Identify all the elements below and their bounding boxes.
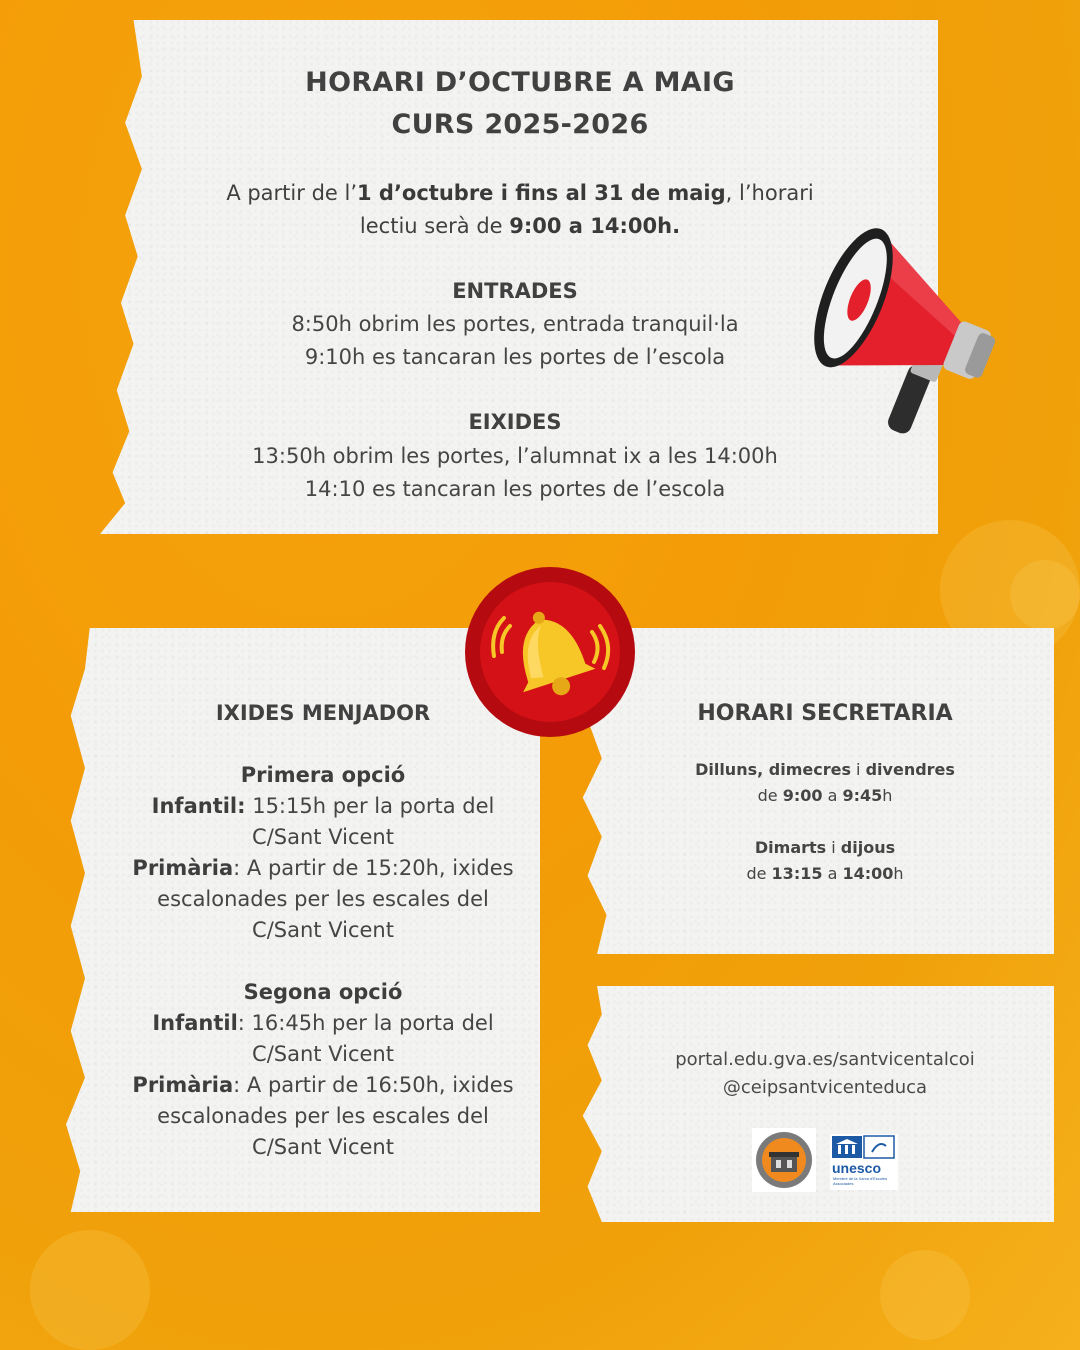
sep: de xyxy=(746,864,772,883)
option-title: Primera opció xyxy=(240,763,406,787)
option-text: C/Sant Vicent xyxy=(252,1042,394,1066)
time-to: 14:00 xyxy=(842,864,894,883)
intro-part: lectiu serà de xyxy=(359,214,510,238)
unesco-caption: Membre de la Xarxa d'Escoles Associades xyxy=(833,1176,888,1186)
bell-icon xyxy=(464,566,636,738)
option-text: : 16:45h per la porta del xyxy=(237,1011,494,1035)
background-bokeh xyxy=(1010,560,1080,630)
eixides-line: 14:10 es tancaran les portes de l’escola xyxy=(304,477,726,501)
menjador-option1 xyxy=(118,760,528,946)
option-text: C/Sant Vicent xyxy=(252,825,394,849)
school-seal-logo xyxy=(752,1128,816,1192)
primaria-label: Primària xyxy=(132,856,234,880)
days: Dilluns, dimecres xyxy=(695,760,851,779)
entrades-heading: ENTRADES xyxy=(452,279,578,303)
background-bokeh xyxy=(30,1230,150,1350)
secretaria-block-2 xyxy=(640,835,1010,887)
intro-text xyxy=(210,177,830,243)
option-text: C/Sant Vicent xyxy=(252,918,394,942)
days: divendres xyxy=(865,760,955,779)
secretaria-heading: HORARI SECRETARIA xyxy=(697,701,953,726)
days: Dimarts xyxy=(754,838,827,857)
intro-part: , l’horari xyxy=(725,181,814,205)
megaphone-icon xyxy=(808,210,1018,438)
page-subtitle: CURS 2025-2026 xyxy=(391,109,649,140)
menjador-option2 xyxy=(118,977,528,1163)
primaria-label: Primària xyxy=(132,1073,234,1097)
time-to: 9:45 xyxy=(842,786,883,805)
option-text: 15:15h per la porta del xyxy=(245,794,495,818)
background-bokeh xyxy=(880,1250,970,1340)
eixides-line: 13:50h obrim les portes, l’alumnat ix a les 14:00h xyxy=(252,444,778,468)
website-link[interactable]: portal.edu.gva.es/santvicentalcoi xyxy=(675,1049,975,1070)
social-handle[interactable]: @ceipsantvicenteduca xyxy=(722,1077,928,1098)
sep: de xyxy=(757,786,783,805)
page-title: HORARI D’OCTUBRE A MAIG xyxy=(305,67,735,98)
entrades-line: 8:50h obrim les portes, entrada tranquil·la xyxy=(291,312,739,336)
sep: i xyxy=(826,838,841,857)
unesco-logo xyxy=(830,1134,898,1190)
option-text: escalonades per les escales del xyxy=(157,887,489,911)
time-from: 9:00 xyxy=(782,786,823,805)
secretaria-block-1 xyxy=(640,757,1010,809)
contact-paper xyxy=(578,986,1054,1222)
time-from: 13:15 xyxy=(771,864,823,883)
infantil-label: Infantil: xyxy=(151,794,246,818)
option-text: : A partir de 16:50h, ixides xyxy=(233,1073,514,1097)
sep: h xyxy=(893,864,904,883)
sep: i xyxy=(850,760,866,779)
sep: a xyxy=(822,786,843,805)
menjador-heading: IXIDES MENJADOR xyxy=(215,701,431,725)
option-text: C/Sant Vicent xyxy=(252,1135,394,1159)
unesco-temple-icon xyxy=(830,1134,898,1160)
eixides-heading: EIXIDES xyxy=(468,410,562,434)
contact-links xyxy=(640,1046,1010,1102)
sep: a xyxy=(822,864,843,883)
infantil-label: Infantil xyxy=(152,1011,238,1035)
school-seal-icon xyxy=(754,1130,814,1190)
option-title: Segona opció xyxy=(243,980,403,1004)
option-text: : A partir de 15:20h, ixides xyxy=(233,856,514,880)
sep: h xyxy=(882,786,893,805)
option-text: escalonades per les escales del xyxy=(157,1104,489,1128)
intro-part: A partir de l’ xyxy=(226,181,357,205)
entrades-line: 9:10h es tancaran les portes de l’escola xyxy=(304,345,726,369)
unesco-wordmark: unesco xyxy=(832,1160,882,1176)
intro-dates: 1 d’octubre i fins al 31 de maig xyxy=(357,181,726,205)
days: dijous xyxy=(840,838,896,857)
intro-hours: 9:00 a 14:00h. xyxy=(509,214,681,238)
